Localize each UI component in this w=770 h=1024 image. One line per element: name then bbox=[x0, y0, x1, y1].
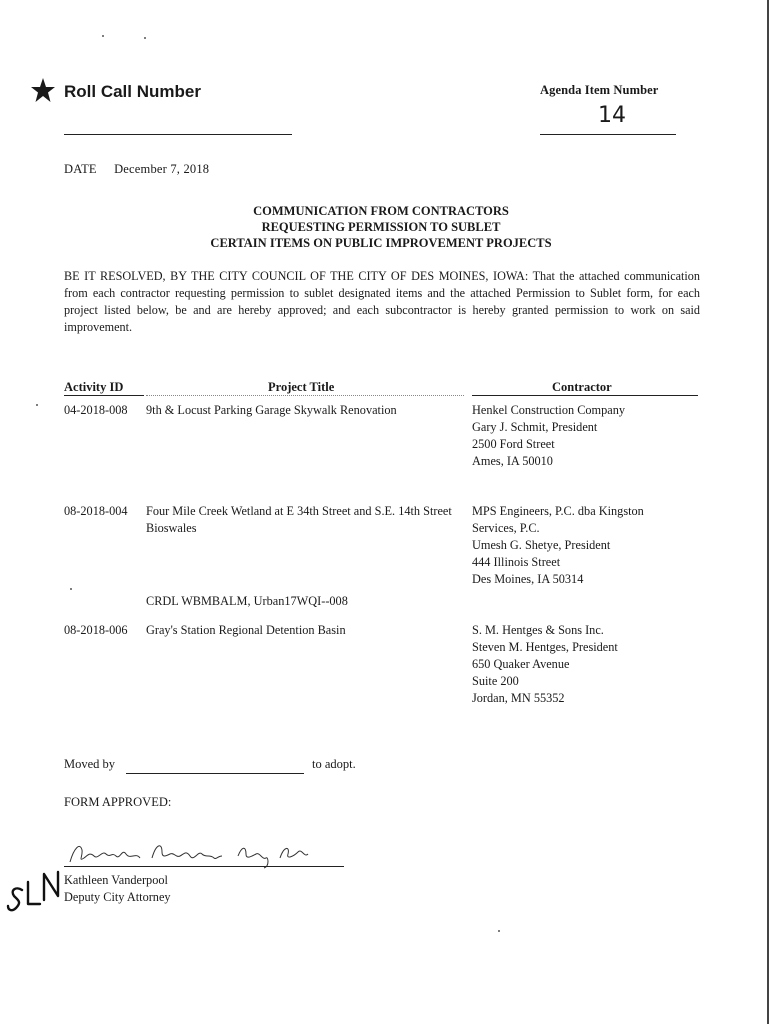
contractor-line: Gary J. Schmit, President bbox=[472, 420, 598, 434]
project-title: Four Mile Creek Wetland at E 34th Street and S.E. 14th Street Bioswales bbox=[146, 504, 452, 535]
scan-speck bbox=[102, 35, 104, 37]
scan-speck bbox=[70, 588, 72, 590]
heading-line-3: CERTAIN ITEMS ON PUBLIC IMPROVEMENT PROJECTS bbox=[210, 236, 552, 250]
signer-name: Kathleen Vanderpool bbox=[64, 873, 168, 887]
contractor-line: Services, P.C. bbox=[472, 521, 540, 535]
contractor-line: 444 Illinois Street bbox=[472, 555, 561, 569]
table-row bbox=[64, 402, 704, 482]
agenda-item-value: 14 bbox=[598, 103, 626, 128]
resolution-paragraph: BE IT RESOLVED, BY THE CITY COUNCIL OF THE CITY OF DES MOINES, IOWA: That the attached communication from each contractor requesting permission to sublet designated items and the attached Permission to Sublet form, for each project listed below, be and are hereby approved; and each subcontractor is hereby granted permission to work on said improvement. bbox=[64, 269, 700, 334]
contractor-line: MPS Engineers, P.C. dba Kingston bbox=[472, 504, 644, 518]
header-underline bbox=[472, 395, 698, 396]
table-row bbox=[64, 503, 704, 593]
contractor-line: Suite 200 bbox=[472, 674, 519, 688]
scan-edge bbox=[767, 0, 769, 1024]
contractor-line: Henkel Construction Company bbox=[472, 403, 626, 417]
contractor-line: 2500 Ford Street bbox=[472, 437, 555, 451]
contractor-line: Steven M. Hentges, President bbox=[472, 640, 618, 654]
header-underline bbox=[64, 395, 144, 396]
form-approved-label: FORM APPROVED: bbox=[64, 795, 172, 809]
contractor-line: Ames, IA 50010 bbox=[472, 454, 553, 468]
contractor-line: 650 Quaker Avenue bbox=[472, 657, 570, 671]
to-adopt-label: to adopt. bbox=[312, 757, 356, 771]
heading-line-1: COMMUNICATION FROM CONTRACTORS bbox=[253, 204, 509, 218]
contractor-line: Jordan, MN 55352 bbox=[472, 691, 565, 705]
agenda-item-label: Agenda Item Number bbox=[540, 83, 659, 97]
date-label: DATE bbox=[64, 162, 97, 176]
column-header-contractor: Contractor bbox=[552, 380, 612, 394]
contractor-block bbox=[472, 402, 712, 470]
signature-line bbox=[64, 866, 344, 867]
roll-call-line bbox=[64, 134, 292, 135]
document-heading bbox=[150, 203, 612, 251]
column-header-activity: Activity ID bbox=[64, 380, 124, 394]
activity-id: 08-2018-004 bbox=[64, 504, 128, 518]
agenda-item-line bbox=[540, 134, 676, 135]
scan-speck bbox=[144, 37, 146, 39]
date-value: December 7, 2018 bbox=[114, 162, 210, 176]
contractor-block bbox=[472, 622, 712, 707]
contractor-line: Umesh G. Shetye, President bbox=[472, 538, 611, 552]
contractor-line: S. M. Hentges & Sons Inc. bbox=[472, 623, 604, 637]
activity-id: 08-2018-006 bbox=[64, 623, 128, 637]
contractor-block bbox=[472, 503, 712, 588]
project-title: Gray's Station Regional Detention Basin bbox=[146, 623, 346, 637]
date-row bbox=[64, 162, 209, 177]
contractor-line: Des Moines, IA 50314 bbox=[472, 572, 584, 586]
table-row bbox=[64, 622, 704, 712]
project-note: CRDL WBMBALM, Urban17WQI--008 bbox=[146, 594, 348, 608]
scan-speck bbox=[498, 930, 500, 932]
column-header-title: Project Title bbox=[268, 380, 335, 394]
signer-title: Deputy City Attorney bbox=[64, 890, 171, 904]
heading-line-2: REQUESTING PERMISSION TO SUBLET bbox=[261, 220, 501, 234]
project-title: 9th & Locust Parking Garage Skywalk Renovation bbox=[146, 403, 397, 417]
scan-speck bbox=[36, 404, 38, 406]
moved-by-line bbox=[126, 773, 304, 774]
roll-call-label: Roll Call Number bbox=[64, 82, 201, 101]
handwritten-initials bbox=[6, 868, 64, 914]
header-underline bbox=[146, 395, 464, 396]
moved-by-label: Moved by bbox=[64, 757, 116, 771]
star-icon bbox=[30, 77, 56, 103]
activity-id: 04-2018-008 bbox=[64, 403, 128, 417]
